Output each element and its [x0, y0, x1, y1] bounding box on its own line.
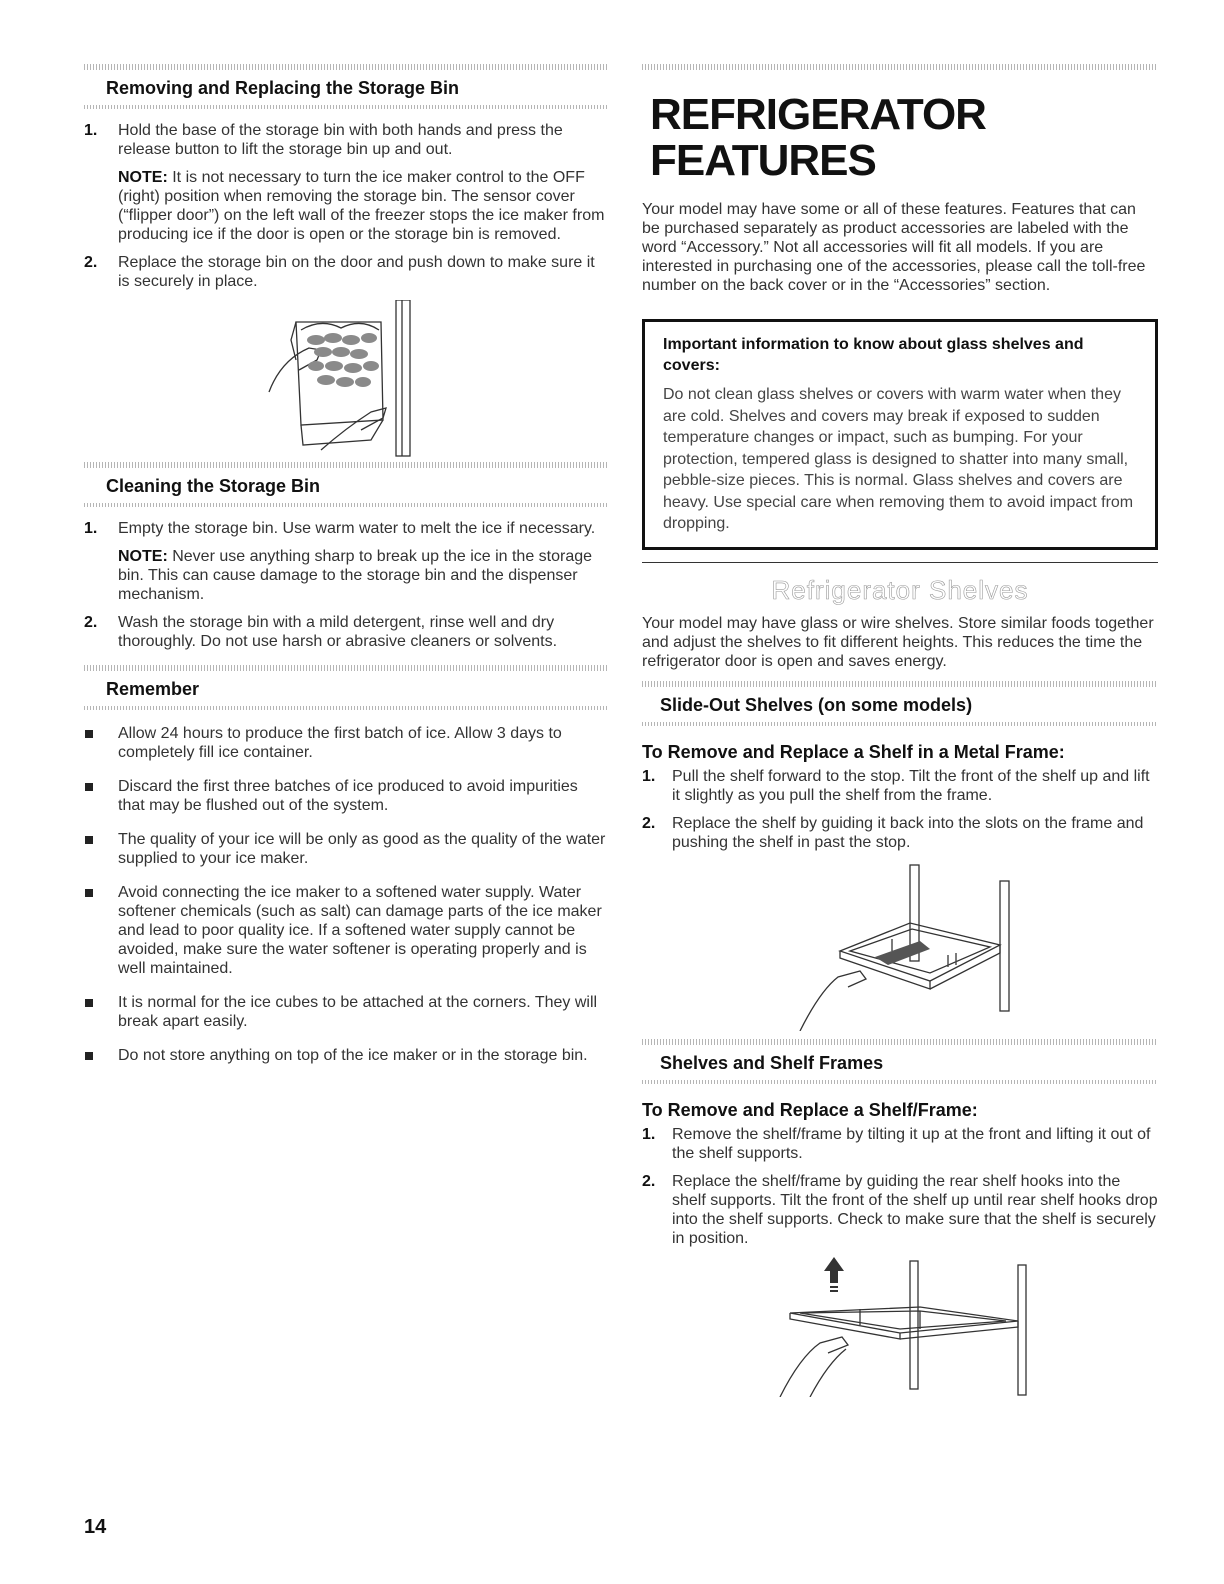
section-divider	[642, 681, 1158, 687]
section-divider	[642, 722, 1158, 726]
page-title: REFRIGERATOR FEATURES	[650, 90, 986, 185]
list-item: Allow 24 hours to produce the first batch of ice. Allow 3 days to completely fill ice container.	[84, 724, 608, 762]
list-item: Avoid connecting the ice maker to a softened water supply. Water softener chemicals (such as salt) can damage parts of the ice maker and lead to poor quality ice. If a softened water supply cannot be avoided, make sure the water softener is operating properly and is well maintained.	[84, 883, 608, 978]
slide-out-subheading: To Remove and Replace a Shelf in a Metal Frame:	[642, 741, 1065, 762]
section-divider	[642, 64, 1158, 70]
slide-out-heading: Slide-Out Shelves (on some models)	[660, 694, 973, 715]
shelves-intro: Your model may have glass or wire shelves. Store similar foods together and adjust the shelves to fit different heights. This reduces the time the refrigerator door is open and saves energy.	[642, 614, 1154, 670]
remember-list	[84, 724, 608, 1065]
list-item: Discard the first three batches of ice produced to avoid impurities that may be flushed out of the system.	[84, 777, 608, 815]
shelf-frame-illustration	[770, 1257, 1030, 1397]
list-item: It is normal for the ice cubes to be attached at the corners. They will break apart easily.	[84, 993, 608, 1031]
list-item: The quality of your ice will be only as good as the quality of the water supplied to your ice maker.	[84, 830, 608, 868]
bullet-icon	[85, 836, 93, 844]
section-divider	[84, 503, 608, 507]
bullet-icon	[85, 783, 93, 791]
list-item: 2. Replace the shelf/frame by guiding the rear shelf hooks into the shelf supports. Tilt the front of the shelf up until rear shelf hooks drop into the shelf supports. Check to make sure that the shelf is securely in position.	[642, 1172, 1158, 1247]
list-item: 1. Pull the shelf forward to the stop. Tilt the front of the shelf up and lift it slightly as you pull the shelf from the frame.	[642, 767, 1150, 804]
left-column	[84, 64, 608, 1080]
list-item: 1. Remove the shelf/frame by tilting it up at the front and lifting it out of the shelf supports.	[642, 1125, 1151, 1162]
page-number: 14	[84, 1516, 107, 1538]
cleaning-steps	[84, 519, 608, 651]
section-divider	[84, 706, 608, 710]
section-divider	[642, 1039, 1158, 1045]
note: NOTE: It is not necessary to turn the ice maker control to the OFF (right) position when removing the storage bin. The sensor cover (“flipper door”) on the left wall of the freezer stops the ice maker from producing ice if the door is open or the storage bin is removed.	[118, 169, 605, 243]
section-divider	[642, 1080, 1158, 1084]
frames-steps	[642, 1125, 1158, 1248]
remember-heading: Remember	[106, 679, 200, 699]
section-divider	[84, 105, 608, 109]
important-info-text: Do not clean glass shelves or covers with warm water when they are cold. Shelves and covers may break if exposed to sudden temperature changes or impact, such as bumping. For your protection, tempered glass is designed to shatter into many small, pebble-size pieces. This is normal. Glass shelves and covers are heavy. Use special care when removing them to avoid impact from dropping.	[663, 386, 1134, 532]
important-info-heading: Important information to know about glass shelves and covers:	[663, 336, 1084, 374]
bullet-icon	[85, 1052, 93, 1060]
frames-heading: Shelves and Shelf Frames	[660, 1052, 884, 1073]
slide-out-steps	[642, 767, 1158, 852]
right-column	[642, 64, 1158, 1397]
list-item: Do not store anything on top of the ice maker or in the storage bin.	[84, 1046, 608, 1065]
important-info-box	[642, 319, 1158, 550]
section-divider	[84, 462, 608, 468]
bullet-icon	[85, 889, 93, 897]
storage-bin-illustration	[261, 300, 431, 458]
bullet-icon	[85, 999, 93, 1007]
up-arrow-icon	[824, 1257, 844, 1283]
frames-subheading: To Remove and Replace a Shelf/Frame:	[642, 1099, 978, 1120]
shelves-heading: Refrigerator Shelves	[771, 574, 1029, 605]
cleaning-heading: Cleaning the Storage Bin	[106, 476, 321, 496]
removing-heading: Removing and Replacing the Storage Bin	[106, 78, 460, 98]
list-item: 1. Empty the storage bin. Use warm water to melt the ice if necessary. NOTE: Never use anything sharp to break up the ice in the storage bin. This can cause damage to the storage bin and the dispenser mechanism.	[84, 519, 608, 604]
list-item: 2. Replace the shelf by guiding it back into the slots on the frame and pushing the shelf in past the stop.	[642, 814, 1144, 851]
section-rule	[642, 562, 1158, 563]
section-divider	[84, 665, 608, 671]
list-item: 1. Hold the base of the storage bin with both hands and press the release button to lift the storage bin up and out. NOTE: It is not necessary to turn the ice maker control to the OFF (right) position when removing the storage bin. The sensor cover (“flipper door”) on the left wall of the freezer stops the ice maker from producing ice if the door is open or the storage bin is removed.	[84, 121, 608, 244]
list-item: 2. Replace the storage bin on the door and push down to make sure it is securely in place.	[84, 254, 595, 290]
section-divider	[84, 64, 608, 70]
intro-paragraph: Your model may have some or all of these features. Features that can be purchased separately as product accessories are labeled with the word “Accessory.” Not all accessories will fit all models. If you are interested in purchasing one of the accessories, please call the toll-free number on the back cover or in the “Accessories” section.	[642, 201, 1146, 294]
slide-out-shelf-illustration	[780, 861, 1020, 1031]
note: NOTE: Never use anything sharp to break up the ice in the storage bin. This can cause damage to the storage bin and the dispenser mechanism.	[118, 548, 593, 603]
list-item: 2. Wash the storage bin with a mild detergent, rinse well and dry thoroughly. Do not use harsh or abrasive cleaners or solvents.	[84, 614, 558, 650]
removing-steps	[84, 121, 608, 291]
bullet-icon	[85, 730, 93, 738]
